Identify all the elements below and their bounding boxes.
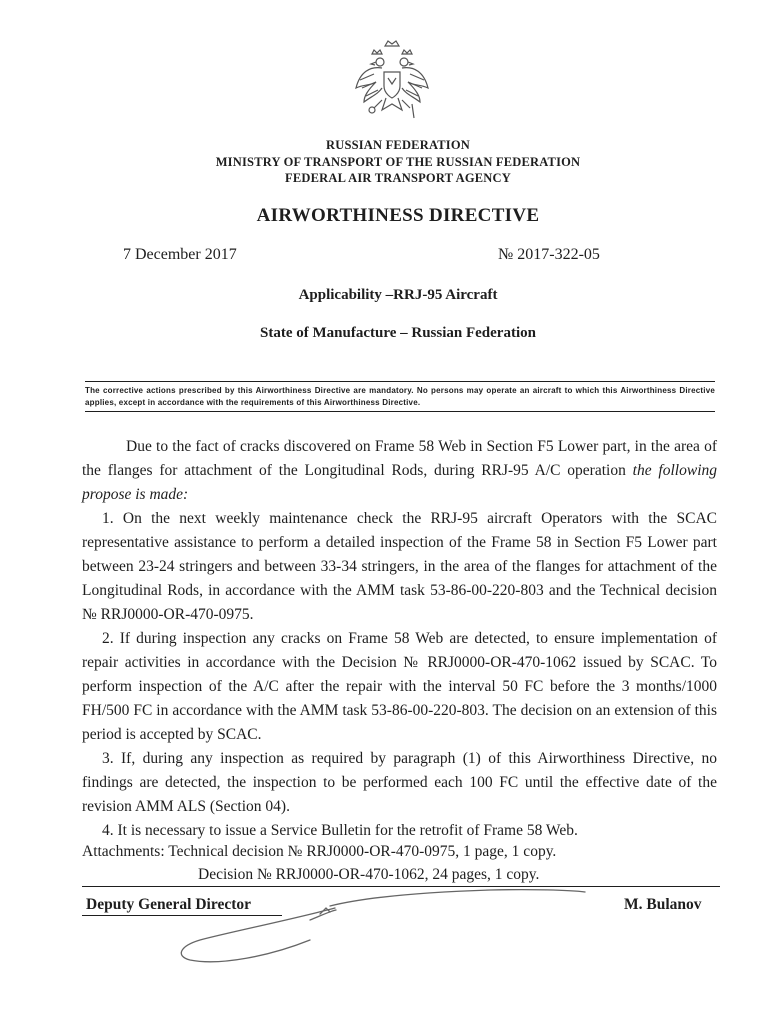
header-country: RUSSIAN FEDERATION (325, 138, 471, 152)
signatory-title: Deputy General Director (86, 896, 251, 913)
attachment-line-1: Attachments: Technical decision № RRJ0000-OR-470-0975, 1 page, 1 copy. (82, 843, 557, 860)
list-item: 3. If, during any inspection as required by paragraph (1) of this Airworthiness Directive, no findings are detected, the inspection to be performed each 100 FC until the effective date of the revision AMM ALS (Section 04). (82, 750, 717, 815)
directive-date: 7 December 2017 (123, 246, 237, 263)
list-item: 4. It is necessary to issue a Service Bulletin for the retrofit of Frame 58 Web. (102, 822, 578, 839)
double-headed-eagle-emblem-icon (352, 38, 432, 122)
intro-text: Due to the fact of cracks discovered on Frame 58 Web in Section F5 Lower part, in the area of the flanges for attachment of the Longitudinal Rods, during RRJ-95 A/C operation (82, 438, 717, 479)
document-title: AIRWORTHINESS DIRECTIVE (256, 205, 540, 226)
handwritten-signature-icon (170, 880, 590, 970)
header-agency: FEDERAL AIR TRANSPORT AGENCY (285, 171, 511, 185)
directive-number: № 2017-322-05 (498, 246, 600, 263)
signatory-name: M. Bulanov (624, 896, 702, 913)
intro-emphasis: the following propose is made: (82, 462, 717, 503)
directive-body (82, 435, 717, 843)
list-item: 2. If during inspection any cracks on Frame 58 Web are detected, to ensure implementation of repair activities in accordance with the Decision № RRJ0000-OR-470-1062 issued by SCAC. To perform inspection of the A/C after the repair with the interval 50 FC before the 3 months/1000 FH/500 FC in accordance with the AMM task 53-86-00-220-803. The decision on an extension of this period is accepted by SCAC. (82, 630, 717, 743)
header-ministry: MINISTRY OF TRANSPORT OF THE RUSSIAN FEDERATION (215, 155, 581, 169)
intro-paragraph (82, 435, 717, 507)
state-of-manufacture-heading: State of Manufacture – Russian Federation (260, 325, 536, 341)
list-item: 1. On the next weekly maintenance check the RRJ-95 aircraft Operators with the SCAC representative assistance to perform a detailed inspection of the Frame 58 in Section F5 Lower part between 23-24 stringers and between 33-34 stringers, in the area of the flanges for attachment of the Longitudinal Rods, in accordance with the AMM task 53-86-00-220-803 and the Technical decision № RRJ0000-OR-470-0975. (82, 510, 717, 623)
attachment-line-2: Decision № RRJ0000-OR-470-1062, 24 pages, 1 copy. (198, 866, 540, 883)
applicability-heading: Applicability –RRJ-95 Aircraft (298, 287, 498, 303)
mandatory-notice: The corrective actions prescribed by this Airworthiness Directive are mandatory. No persons may operate an aircraft to which this Airworthiness Directive applies, except in accordance with the requirements of this Airworthiness Directive. (85, 381, 715, 412)
